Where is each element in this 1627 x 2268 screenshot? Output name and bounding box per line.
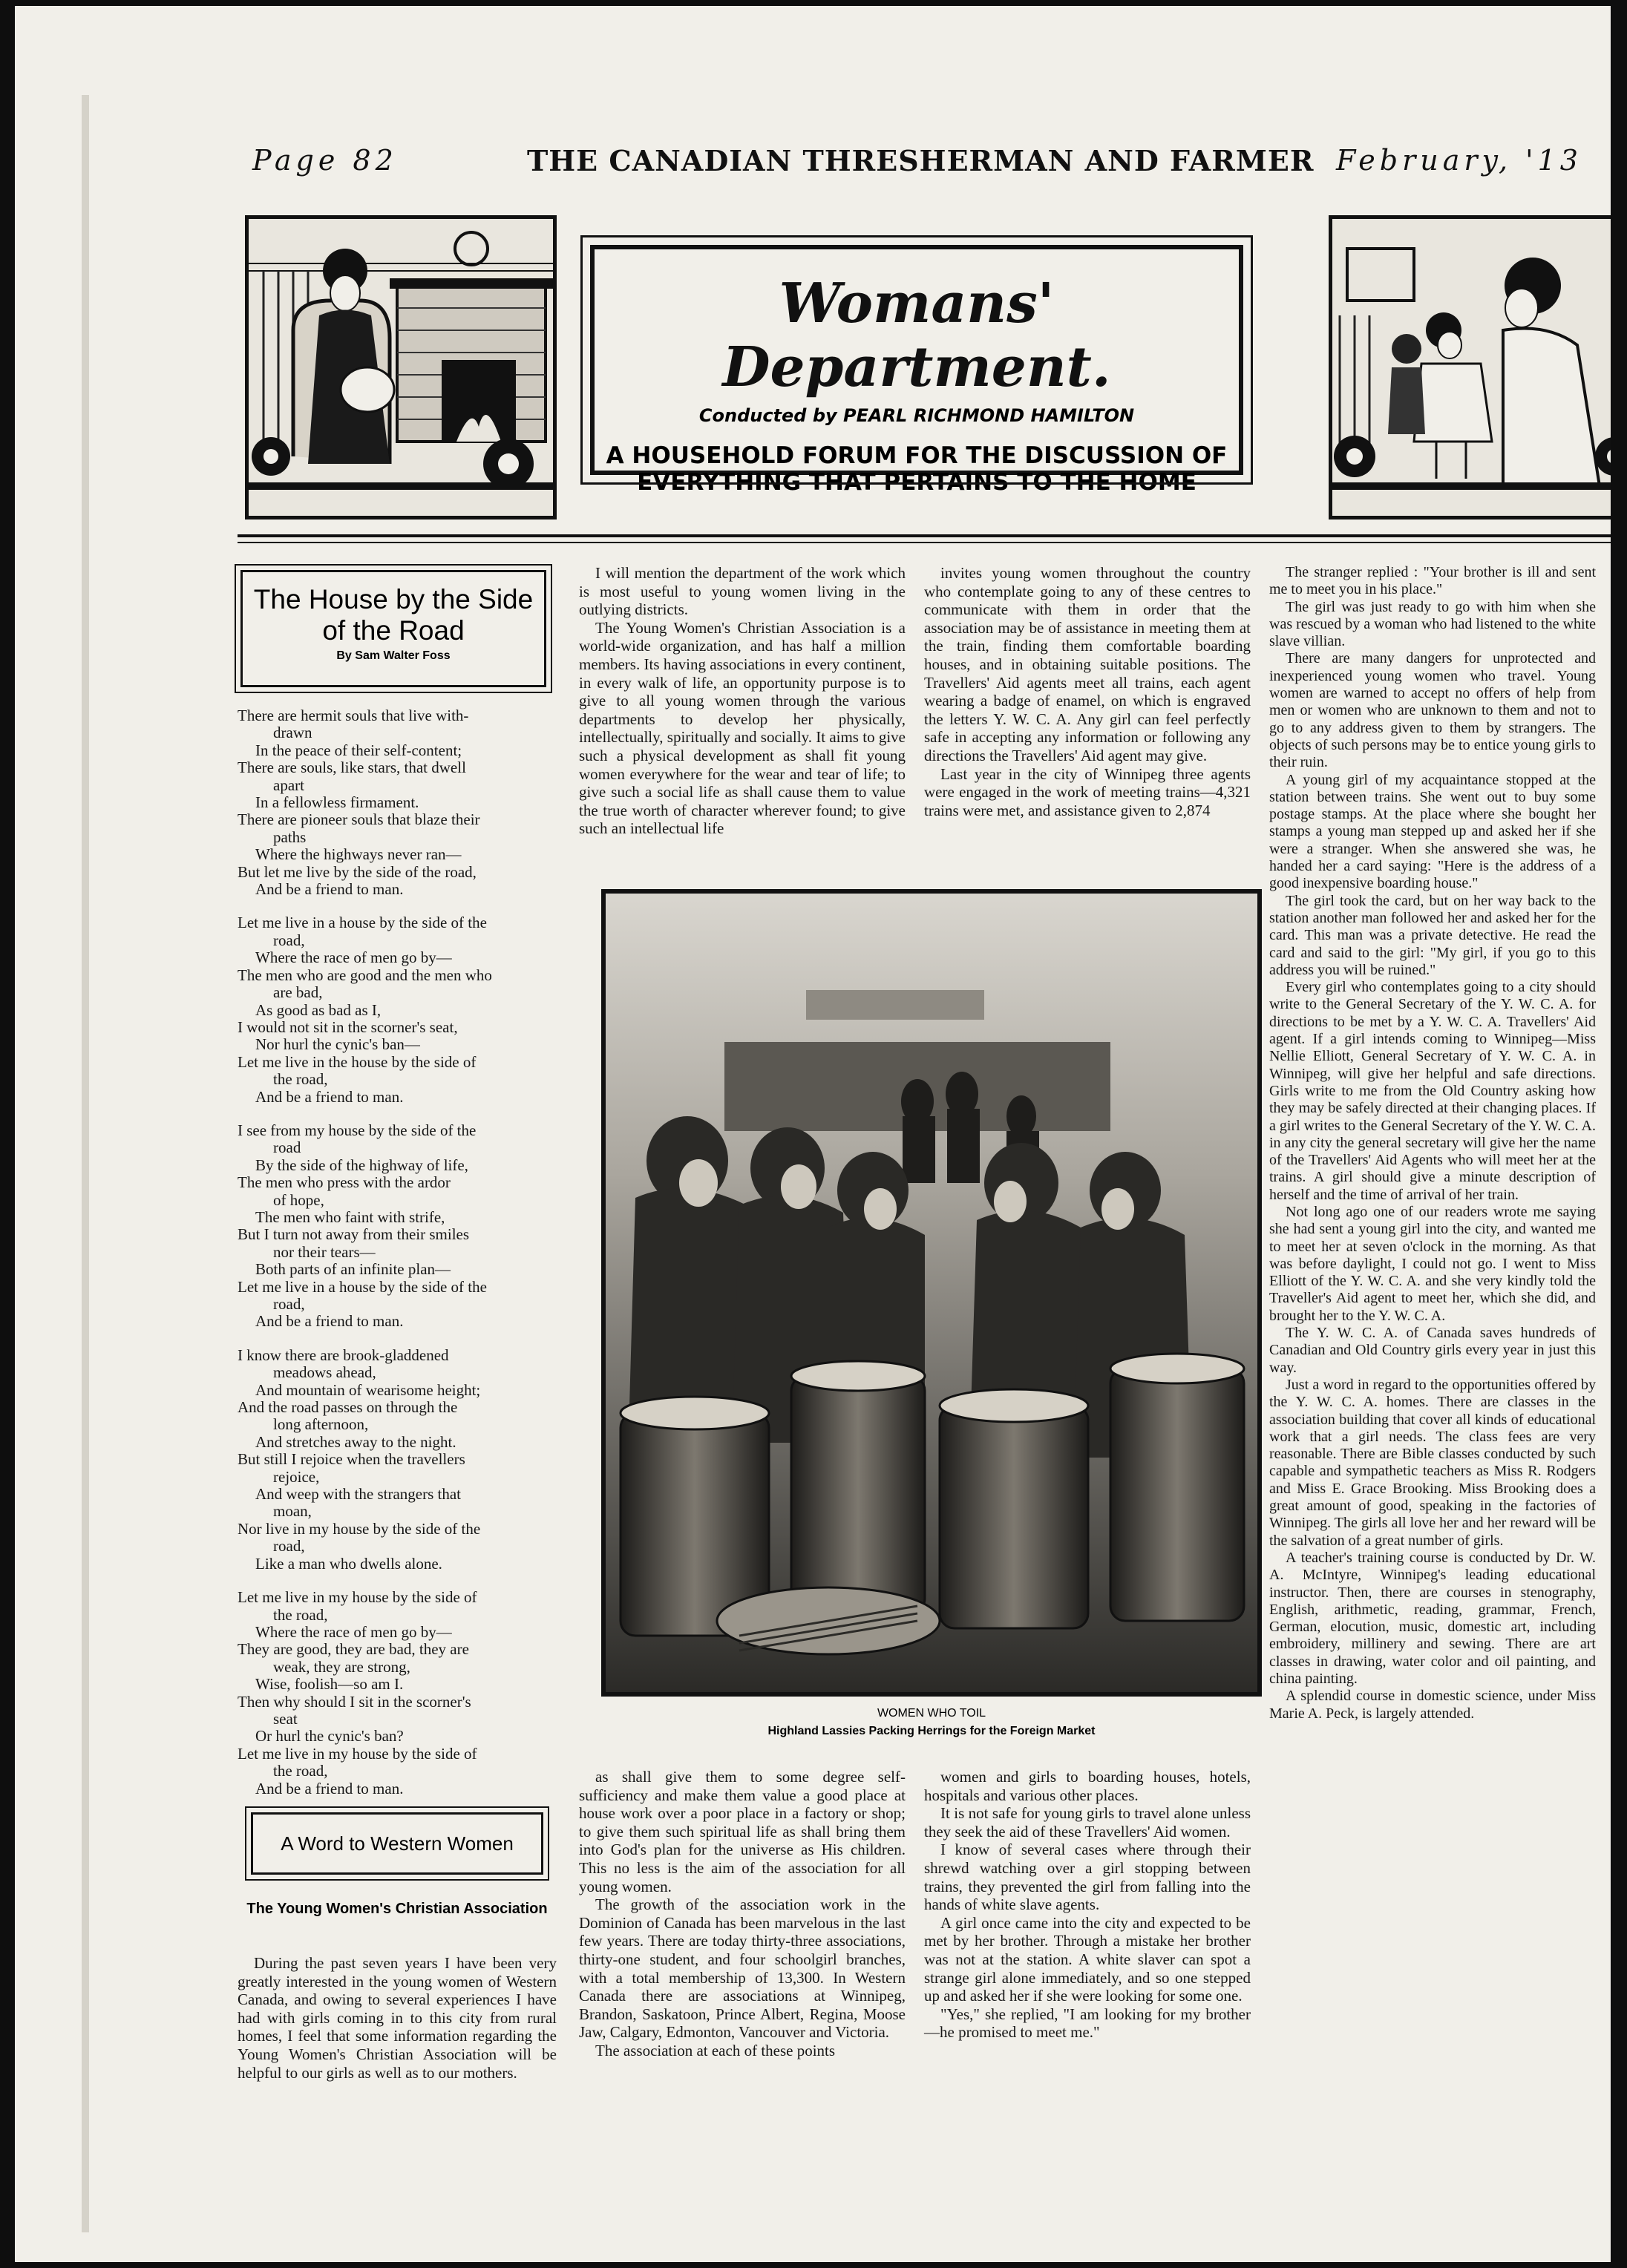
article-paragraph: There are many dangers for unprotected and inexperienced young women who travel. Young women are warned to accept no offers of help from men or women who are unknown to them and not to go to any address given to them by strangers. The objects of such persons may be to entice young girls to their ruin. xyxy=(1269,650,1596,771)
poem-line: road xyxy=(273,1138,301,1157)
poem-line: the road, xyxy=(273,1605,328,1624)
fireside-illustration xyxy=(245,215,557,520)
article-column-3-bottom xyxy=(924,1768,1251,2042)
poem-line: paths xyxy=(273,827,307,846)
article-paragraph: The growth of the association work in the Dominion of Canada has been marvelous in the last few years. There are today thirty-three associations, thirty-one student, and four schoolgirl branches, with a total membership of 13,300. In Western Canada there are associations at Winnipeg, Brandon, Saskatoon, Prince Albert, Regina, Moose Jaw, Calgary, Edmonton, Vancouver and Victoria. xyxy=(579,1895,906,2042)
department-banner xyxy=(245,215,1611,525)
poem-line: road, xyxy=(273,931,305,949)
woman-by-fireplace-image xyxy=(249,219,553,516)
poem-line: road, xyxy=(273,1295,305,1313)
article-column-2-top xyxy=(579,564,906,838)
poem-line: meadows ahead, xyxy=(273,1363,376,1382)
article-paragraph: The girl took the card, but on her way back to the station another man followed her and asked her for the card. This man was a private detective. He read the card and said to the girl: "My girl, if you go to this address you will be ruined." xyxy=(1269,892,1596,978)
poem-line: And be a friend to man. xyxy=(255,880,404,899)
poem-line: The men who press with the ardor xyxy=(238,1173,451,1192)
poem-line: They are good, they are bad, they are xyxy=(238,1640,469,1659)
poem-line: I see from my house by the side of the xyxy=(238,1121,477,1139)
poem-line: the road, xyxy=(273,1070,328,1089)
poem-line: the road, xyxy=(273,1762,328,1780)
poem-line: moan, xyxy=(273,1502,312,1521)
article-paragraph: Last year in the city of Winnipeg three agents were engaged in the work of meeting trains—4,321 trains were met, and assistance given to 2,874 xyxy=(924,764,1251,819)
poem-line: Let me live in my house by the side of xyxy=(238,1744,477,1763)
article-paragraph: as shall give them to some degree self-sufficiency and make them value a good place at house work over a poor place in a factory or shop; to give them such spiritual life as shall bring them into God's plan for the universe as His children. This no less is the aim of the association for all young women. xyxy=(579,1768,906,1895)
poem-line: And be a friend to man. xyxy=(255,1779,404,1797)
article-paragraph: A teacher's training course is conducted by Dr. W. A. McIntyre, Winnipeg's leading educational instructor. Then, there are courses in stenography, English, arithmetic, reading, grammar, French, German, elocution, music, domestic art, including embroidery, millinery and sewing. There are art classes in drawing, water color and oil painting, and china painting. xyxy=(1269,1549,1596,1687)
article-paragraph: Just a word in regard to the opportunities offered by the Y. W. C. A. homes. There are classes in the association building that cover all kinds of educational work that a girl needs. The class fees are very reasonable. There are Bible classes conducted by such capable and sympathetic teachers as Miss R. Rodgers and Miss E. Grace Brooking. Miss Brooking does a great amount of good, speaking in the factories of Winnipeg. The girls all love her and her reward will be the salvation of a great number of girls. xyxy=(1269,1376,1596,1549)
article-paragraph: Not long ago one of our readers wrote me saying she had sent a young girl into the city, and wanted me to meet her at seven o'clock in the morning. As that was before daylight, I could not go. I went to Miss Elliott of the Y. W. C. A. and she very kindly told the Traveller's Aid agent to meet her, which she did, and brought her to the Y. W. C. A. xyxy=(1269,1203,1596,1324)
issue-date: February, '13 xyxy=(1336,144,1582,177)
poem-line: apart xyxy=(273,776,304,794)
poem-line: Where the race of men go by— xyxy=(255,948,452,967)
poem-stanza xyxy=(238,914,557,1105)
poem-line: Let me live in the house by the side of xyxy=(238,1052,477,1071)
page-number: Page 82 xyxy=(252,144,398,177)
poem-line: nor their tears— xyxy=(273,1242,376,1261)
poem-line: Let me live in my house by the side of xyxy=(238,1588,477,1607)
poem-line: of hope, xyxy=(273,1190,324,1209)
poem-line: And the road passes on through the xyxy=(238,1398,458,1417)
banner-rule-bottom xyxy=(238,542,1611,543)
poem-line: And mountain of wearisome height; xyxy=(255,1380,481,1399)
article-paragraph: The girl was just ready to go with him when she was rescued by a woman who had listened to the white slave villian. xyxy=(1269,598,1596,650)
poem-line: By the side of the highway of life, xyxy=(255,1156,468,1174)
poem-stanza xyxy=(238,1347,557,1573)
poem-title: The House by the Side of the Road xyxy=(253,584,534,646)
department-title: Womans' Department. xyxy=(722,272,1111,399)
banner-rule-top xyxy=(238,534,1611,537)
poem-line: And be a friend to man. xyxy=(255,1087,404,1106)
article-paragraph: A girl once came into the city and expected to be met by her brother. Through a mistake her brother was not at the station. A white slaver can spot a strange girl alone immediately, and so one stepped up and asked her if she were looking for some one. xyxy=(924,1913,1251,2005)
article-title-box xyxy=(251,1812,543,1875)
women-packing-herrings-image xyxy=(606,894,1257,1692)
poem-line: As good as bad as I, xyxy=(255,1000,382,1019)
mother-with-children-image xyxy=(1332,219,1611,516)
poem-line: The men who faint with strife, xyxy=(255,1207,445,1226)
poem-stanza xyxy=(238,1122,557,1331)
article-paragraph: The association at each of these points xyxy=(595,2041,836,2059)
poem-line: weak, they are strong, xyxy=(273,1657,410,1676)
poem-line: Where the race of men go by— xyxy=(255,1622,452,1641)
poem-line: Wise, foolish—so am I. xyxy=(255,1675,404,1694)
poem-line: But let me live by the side of the road, xyxy=(238,862,477,881)
poem-line: Let me live in a house by the side of the xyxy=(238,1277,487,1296)
herring-packing-photo xyxy=(601,889,1262,1697)
poem-line: Or hurl the cynic's ban? xyxy=(255,1727,404,1746)
article-paragraph: Every girl who contemplates going to a city should write to the General Secretary of the Y. W. C. A. for directions to be met by a Y. W. C. A. Travellers' Aid agent. If a girl intends coming to Winnipeg—Miss Nellie Elliott, General Secretary of Y. W. C. A. in Winnipeg, will give her helpful and safe directions. Girls write to me from the Old Country asking how they may be safely directed at their changing places. If a girl writes to the General Secretary of the Y. W. C. A. in any city the general secretary will give her the name of the Travellers' Aid Agents who will meet her at the trains. A girl should give a minute description of herself and the time of arrival of her train. xyxy=(1269,979,1596,1203)
poem-line: Both parts of an infinite plan— xyxy=(255,1260,451,1279)
poem-line: Then why should I sit in the scorner's xyxy=(238,1692,471,1711)
poem-line: And be a friend to man. xyxy=(255,1312,404,1331)
poem-line: Nor live in my house by the side of the xyxy=(238,1519,481,1538)
photo-caption-subtitle: Highland Lassies Packing Herrings for the Foreign Market xyxy=(767,1725,1096,1737)
conductor-credit: Conducted by PEARL RICHMOND HAMILTON xyxy=(698,405,1135,426)
article-paragraph: The stranger replied : "Your brother is ill and sent me to meet you in his place." xyxy=(1269,564,1596,598)
poem-line: And weep with the strangers that xyxy=(255,1485,462,1504)
poem-stanza xyxy=(238,1589,557,1797)
article-paragraph: invites young women throughout the country who contemplate going to any of these centres to communicate with them in order that the association may be of assistance in meeting them at the train, finding them comfortable boarding houses, and in obtaining suitable positions. The Travellers' Aid agents meet all trains, each agent wearing a badge of enamel, on which is engraved the letters Y. W. C. A. Any girl can feel perfectly safe in accepting any information or following any directions the Travellers' Aid agent may give. xyxy=(924,564,1251,764)
article-title: A Word to Western Women xyxy=(281,1832,514,1855)
forum-tagline xyxy=(595,442,1239,496)
poem-line: There are hermit souls that live with- xyxy=(238,707,469,724)
poem-line: There are pioneer souls that blaze their xyxy=(238,810,480,829)
poem-line: In the peace of their self-content; xyxy=(255,741,462,759)
poem-line: The men who are good and the men who xyxy=(238,966,492,984)
poem-stanza xyxy=(238,707,557,898)
article-column-3-top xyxy=(924,564,1251,819)
department-title-box xyxy=(590,245,1243,496)
newspaper-page xyxy=(15,6,1611,2262)
poem-line: I would not sit in the scorner's seat, xyxy=(238,1017,458,1036)
article-paragraph: It is not safe for young girls to travel alone unless they seek the aid of these Travellers' Aid women. xyxy=(924,1804,1251,1841)
poem-line: road, xyxy=(273,1537,305,1556)
article-paragraph: During the past seven years I have been very greatly interested in the young women of Western Canada, and owing to several experiences I have had with girls coming in to this city from rural homes, I feel that some information regarding the Young Women's Christian Association will be helpful to our girls as well as to our mothers. xyxy=(238,1954,557,2082)
article-paragraph: "Yes," she replied, "I am looking for my brother—he promised to meet me." xyxy=(924,2005,1251,2042)
poem-line: There are souls, like stars, that dwell xyxy=(238,758,466,777)
poem-text xyxy=(238,707,557,1814)
poem-line: But I turn not away from their smiles xyxy=(238,1225,470,1244)
article-paragraph: A young girl of my acquaintance stopped at the station between trains. She went out to buy some postage stamps. At the place where she bought her stamps a young man stepped up and asked her if she were a stranger. When she answered she was, he handed her a card saying: "Here is the address of a good inexpensive boarding house." xyxy=(1269,771,1596,892)
poem-line: Like a man who dwells alone. xyxy=(255,1554,442,1573)
article-paragraph: women and girls to boarding houses, hotels, hospitals and various other places. xyxy=(924,1768,1251,1804)
photo-caption-title: WOMEN WHO TOIL xyxy=(877,1707,986,1720)
poem-line: seat xyxy=(273,1709,298,1728)
poem-line: In a fellowless firmament. xyxy=(255,793,419,812)
poem-line: rejoice, xyxy=(273,1467,320,1486)
article-paragraph: I know of several cases where through their shrewd watching over a girl stopping between trains, they prevented the girl from falling into the hands of white slave agents. xyxy=(924,1841,1251,1914)
article-column-2-bottom xyxy=(579,1768,906,2060)
poem-line: long afternoon, xyxy=(273,1415,369,1434)
poem-byline: By Sam Walter Foss xyxy=(336,649,451,662)
article-subhead: The Young Women's Christian Association xyxy=(246,1901,548,1917)
poem-line: drawn xyxy=(273,724,312,742)
page-fold-edge xyxy=(82,95,89,2232)
poem-line: I know there are brook-gladdened xyxy=(238,1346,449,1364)
article-paragraph: I will mention the department of the work which is most useful to young women living in the outlying districts. xyxy=(579,564,906,619)
article-paragraph: The Y. W. C. A. of Canada saves hundreds of Canadian and Old Country girls every year in just this way. xyxy=(1269,1325,1596,1376)
poem-line: Nor hurl the cynic's ban— xyxy=(255,1035,420,1054)
poem-line: And stretches away to the night. xyxy=(255,1432,456,1451)
masthead: THE CANADIAN THRESHERMAN AND FARMER xyxy=(527,144,1315,177)
poem-line: Where the highways never ran— xyxy=(255,845,462,864)
forum-line-2: EVERYTHING THAT PERTAINS TO THE HOME xyxy=(637,469,1196,496)
poem-line: But still I rejoice when the travellers xyxy=(238,1450,465,1469)
poem-line: Let me live in a house by the side of the xyxy=(238,914,487,932)
mother-children-illustration xyxy=(1329,215,1611,520)
article-column-1 xyxy=(238,1954,557,2082)
running-header xyxy=(15,140,1611,191)
poem-line: are bad, xyxy=(273,983,323,1002)
article-column-4 xyxy=(1269,564,1596,1723)
article-paragraph: The Young Women's Christian Association is a world-wide organization, and has half a million members. Its having associations in every continent, in every walk of life, an opportunity purpose is to give to all young women through the various departments to develop her physically, intellectually, spiritually and socially. It aims to give such a physical development as shall fit young women everywhere for the wear and tear of life; to give such a social life as shall cause them to value the true worth of character wherever found; to give such an intellectual life xyxy=(579,618,906,838)
forum-line-1: A HOUSEHOLD FORUM FOR THE DISCUSSION OF xyxy=(606,442,1228,469)
article-paragraph: A splendid course in domestic science, under Miss Marie A. Peck, is largely attended. xyxy=(1269,1688,1596,1722)
poem-title-box xyxy=(240,570,546,687)
